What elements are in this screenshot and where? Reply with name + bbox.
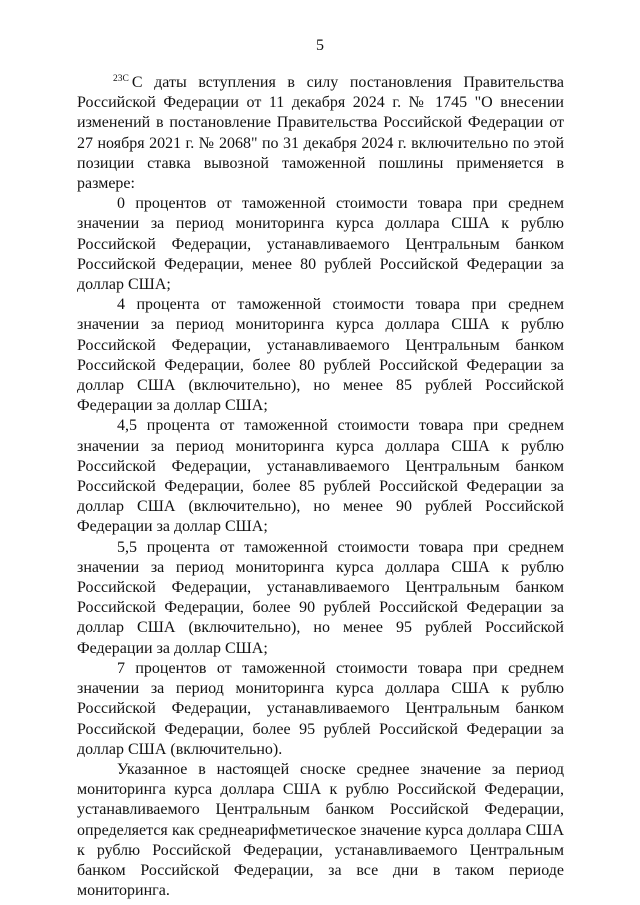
rate-7-percent-paragraph: 7 процентов от таможенной стоимости товара при среднем значении за период мониторинга курса доллара США к рублю Российской Федерации, устанавливаемого Центральным банком Российской Федерации, более 95 рублей Российской Федерации за доллар США (включительно). xyxy=(77,659,564,758)
rate-5-5-percent-paragraph: 5,5 процента от таможенной стоимости товара при среднем значении за период мониторинга курса доллара США к рублю Российской Федерации, устанавливаемого Центральным банком Российской Федерации, более 90 рублей Российской Федерации за доллар США (включительно), но менее 95 рублей Российской Федерации за доллар США; xyxy=(77,538,564,657)
rate-0-percent-paragraph: 0 процентов от таможенной стоимости товара при среднем значении за период мониторинга курса доллара США к рублю Российской Федерации, устанавливаемого Центральным банком Российской Федерации, менее 80 рублей Российской Федерации за доллар США; xyxy=(77,195,564,294)
footnote-marker: 23С xyxy=(113,74,129,84)
footnote-intro-paragraph xyxy=(77,73,564,194)
page-number: 5 xyxy=(316,37,324,54)
footnote-intro-text: С даты вступления в силу постановления Правительства Российской Федерации от 11 декабря 2024 г. № 1745 "О внесении изменений в постановление Правительства Российской Федерации от 27 ноября 2021 г. № 2068" по 31 декабря 2024 г. включительно по этой позиции ставка вывозной таможенной пошлины применяется в размере: xyxy=(77,74,564,193)
rate-4-percent-paragraph: 4 процента от таможенной стоимости товара при среднем значении за период мониторинга курса доллара США к рублю Российской Федерации, устанавливаемого Центральным банком Российской Федерации, более 80 рублей Российской Федерации за доллар США (включительно), но менее 85 рублей Российской Федерации за доллар США; xyxy=(77,296,564,415)
average-definition-paragraph: Указанное в настоящей сноске среднее значение за период мониторинга курса доллара США к рублю Российской Федерации, устанавливаемого Центральным банком Российской Федерации, определяется как среднеарифметическое значение курса доллара США к рублю Российской Федерации, устанавливаемого Центральным банком Российской Федерации, за все дни в таком периоде мониторинга. xyxy=(77,760,564,900)
rate-4-5-percent-paragraph: 4,5 процента от таможенной стоимости товара при среднем значении за период мониторинга курса доллара США к рублю Российской Федерации, устанавливаемого Центральным банком Российской Федерации, более 85 рублей Российской Федерации за доллар США (включительно), но менее 90 рублей Российской Федерации за доллар США; xyxy=(77,417,564,536)
footnote-body xyxy=(77,73,564,901)
